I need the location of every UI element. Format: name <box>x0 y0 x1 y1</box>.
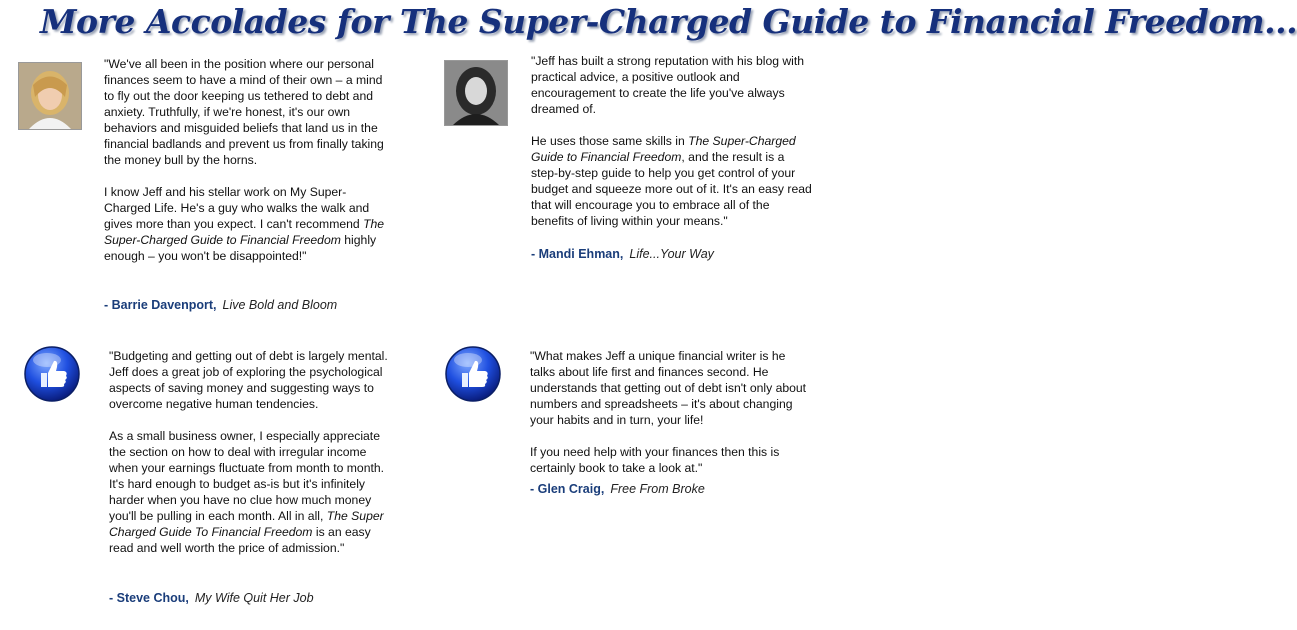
mandi-attribution <box>531 247 714 261</box>
steve-name: - Steve Chou, <box>109 591 189 605</box>
steve-attribution <box>109 591 314 605</box>
barrie-portrait <box>18 62 82 130</box>
barrie-attribution <box>104 298 337 312</box>
barrie-quote: "We've all been in the position where our personal finances seem to have a mind of their own – a mind to fly out the door keeping us tethered to debt and anxiety. Truthfully, if we're honest, it's our own behaviors and misguided beliefs that land us in the financial badlands and prevent us from finally taking the money bull by the horns. I know Jeff and his stellar work on My Super-Charged Life. He's a guy who walks the walk and gives more than you expect. I can't recommend The Super-Charged Guide to Financial Freedom highly enough – you won't be disappointed!" <box>104 57 385 263</box>
mandi-blog: Life...Your Way <box>629 247 714 261</box>
mandi-portrait <box>444 60 508 126</box>
glen-blog: Free From Broke <box>610 482 705 496</box>
barrie-blog: Live Bold and Bloom <box>222 298 338 312</box>
glen-quote: "What makes Jeff a unique financial writer is he talks about life first and finances second. He understands that getting out of debt isn't only about numbers and spreadsheets – it's about changing your habits and in turn, your life! If you need help with your finances then this is certainly book to take a look at." <box>530 349 807 475</box>
glen-attribution <box>530 482 705 496</box>
steve-quote: "Budgeting and getting out of debt is largely mental. Jeff does a great job of exploring the psychological aspects of saving money and suggesting ways to overcome negative human tendencies. As a small business owner, I especially appreciate the section on how to deal with irregular income when your earnings fluctuate from month to month. It's hard enough to budget as-is but it's infinitely harder when you have no clue how much money you'll be pulling in each month. All in all, The Super Charged Guide To Financial Freedom is an easy read and well worth the price of admission." <box>109 349 388 555</box>
thumbs-up-icon <box>23 345 81 403</box>
mandi-name: - Mandi Ehman, <box>531 247 624 261</box>
glen-name: - Glen Craig, <box>530 482 605 496</box>
thumbs-up-icon <box>444 345 502 403</box>
page-title: More Accolades for The Super-Charged Guide to Financial Freedom... <box>40 2 1297 41</box>
barrie-name: - Barrie Davenport, <box>104 298 217 312</box>
steve-blog: My Wife Quit Her Job <box>194 591 314 605</box>
mandi-quote: "Jeff has built a strong reputation with his blog with practical advice, a positive outlook and encouragement to create the life you've always dreamed of. He uses those same skills in The Super-Charged Guide to Financial Freedom, and the result is a step-by-step guide to help you get control of your budget and squeeze more out of it. It's an easy read that will encourage you to embrace all of the benefits of living within your means." <box>531 54 812 228</box>
